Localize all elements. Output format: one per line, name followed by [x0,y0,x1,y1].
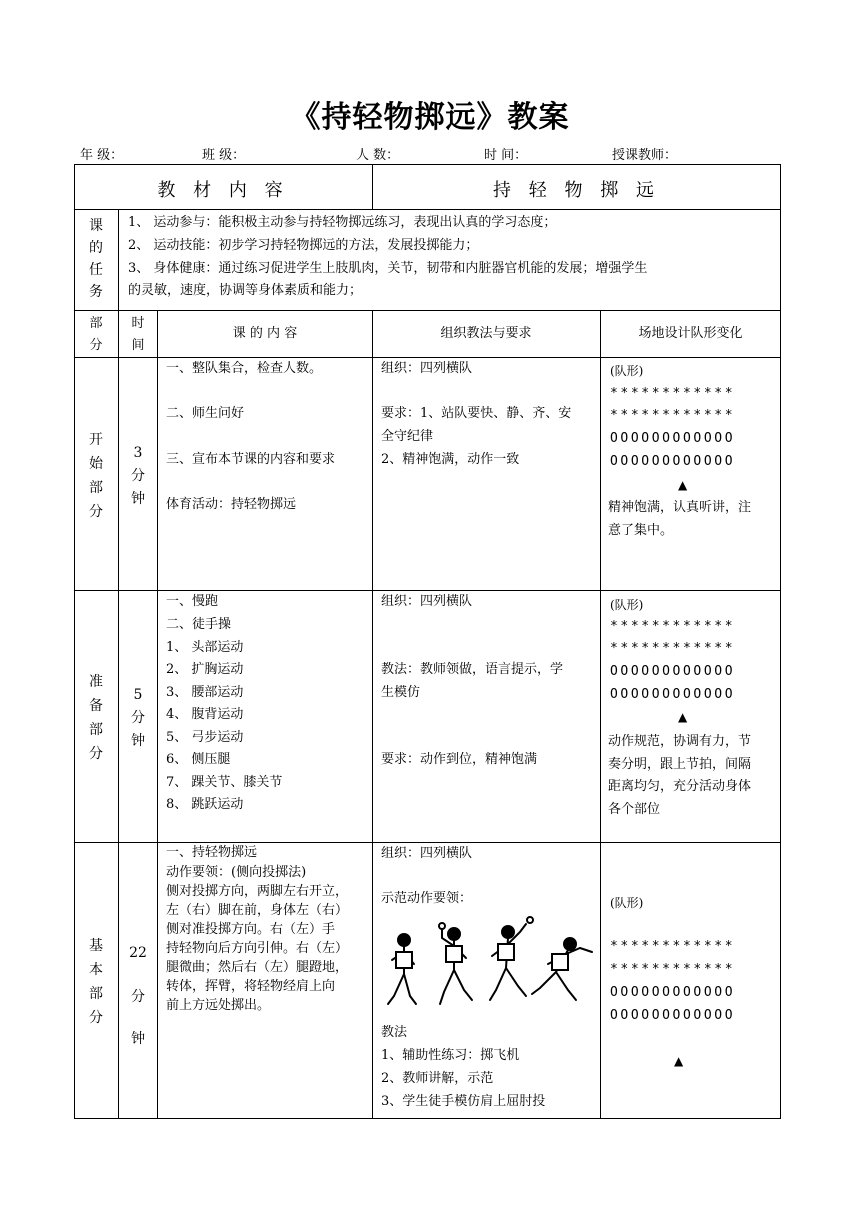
method-line: 组织：四列横队 [381,594,473,609]
formation-circles-row: OOOOOOOOOOOO [610,687,736,702]
content-line: 5、 弓步运动 [166,730,244,745]
formation-stars-row: ************ [610,619,736,634]
section-start-part [82,428,110,524]
content-line: 持轻物向后方向引伸。右（左） [166,941,349,956]
section-start-time-text: 3 分 钟 [131,445,145,507]
material-label: 教 材 内 容 [157,180,289,201]
formation-circles-row: OOOOOOOOOOOO [610,431,736,446]
info-row [80,144,780,164]
content-line: 动作要领：(侧向投掷法) [166,865,307,880]
method-line: 组织：四列横队 [381,846,473,861]
content-line: 一、整队集合，检查人数。 [166,361,323,376]
section-start-time [126,442,150,511]
teacher-marker-icon: ▲ [674,1054,684,1068]
formation-stars-row: ************ [610,641,736,656]
content-line: 三、宣布本节课的内容和要求 [166,452,336,467]
col-part-text: 部 分 [89,316,103,353]
content-line: 侧对投掷方向，两脚左右开立， [166,884,349,899]
teacher-marker-icon: ▲ [678,478,688,492]
content-line: 侧对准投掷方向。右（左）手 [166,922,336,937]
method-line: 2、精神饱满，动作一致 [381,452,520,467]
note-line: 精神饱满，认真听讲，注 [608,500,752,515]
section-prep-time [126,684,150,753]
throwing-demo-illustration [380,912,600,1012]
formation-stars-row: ************ [610,408,736,423]
col-layout: 场地设计队形变化 [638,326,743,341]
method-line: 教法：教师领做，语言提示，学 [381,662,564,677]
method-line: 示范动作要领： [381,891,473,906]
content-line: 左（右）脚在前，身体左（右） [166,903,349,918]
time-label: 时 间： [484,148,528,163]
teacher-label: 授课教师： [612,148,678,163]
content-line: 一、慢跑 [166,594,219,609]
tasks-label [82,215,110,303]
formation-label: (队形) [610,896,644,910]
content-line: 7、 踝关节、膝关节 [166,775,283,790]
formation-circles-row: OOOOOOOOOOOO [610,454,736,469]
content-line: 6、 侧压腿 [166,752,231,767]
content-line: 二、徒手操 [166,617,232,632]
section-basic-time-unit: 分 [131,989,145,1005]
col-time [124,313,152,357]
class-label: 班 级： [202,148,246,163]
content-line: 体育活动：持轻物掷远 [166,497,297,512]
formation-stars-row: ************ [610,939,736,954]
method-line: 组织：四列横队 [381,361,473,376]
section-prep-part [82,670,110,766]
note-line: 意了集中。 [608,523,674,538]
method-line: 2、教师讲解，示范 [381,1071,494,1086]
formation-circles-row: OOOOOOOOOOOO [610,664,736,679]
content-line: 转体，挥臂，将轻物经肩上向 [166,979,336,994]
col-method: 组织教法与要求 [440,326,532,341]
note-line: 距离均匀，充分活动身体 [608,779,752,794]
method-line: 全守纪律 [381,429,434,444]
section-prep-time-text: 5 分 钟 [131,687,145,749]
content-line: 二、师生问好 [166,406,245,421]
formation-circles-row: OOOOOOOOOOOO [610,985,736,1000]
section-basic-part-text: 基 本 部 分 [89,938,103,1026]
content-line: 一、持轻物掷远 [166,845,258,860]
content-line: 腿微曲；然后右（左）腿蹬地， [166,960,349,975]
col-content: 课 的 内 容 [232,326,298,341]
section-basic-time-unit: 钟 [131,1031,145,1047]
content-line: 前上方远处掷出。 [166,998,271,1013]
formation-stars-row: ************ [610,962,736,977]
formation-label: (队形) [610,364,644,378]
content-line: 4、 腹背运动 [166,707,244,722]
method-line: 要求：动作到位，精神饱满 [381,752,538,767]
material-value: 持 轻 物 掷 远 [493,180,660,201]
content-line: 8、 跳跃运动 [166,797,244,812]
col-part [82,313,110,357]
section-start-part-text: 开 始 部 分 [89,432,103,520]
method-line: 教法 [381,1025,408,1040]
section-basic-time-num: 22 [129,945,147,961]
note-line: 奏分明，跟上节拍，间隔 [608,757,752,772]
task-item-4: 的灵敏，速度，协调等身体素质和能力； [128,283,363,298]
method-line: 生模仿 [381,685,421,700]
tasks-label-text: 课 的 任 务 [89,218,103,300]
teacher-marker-icon: ▲ [678,710,688,724]
task-item-2: 2、 运动技能：初步学习持轻物掷远的方法，发展投掷能力； [128,238,479,253]
method-line: 要求：1、站队要快、静、齐、安 [381,406,572,421]
method-line: 3、学生徒手模仿肩上屈肘投 [381,1094,546,1109]
formation-circles-row: OOOOOOOOOOOO [610,1008,736,1023]
formation-stars-row: ************ [610,386,736,401]
section-prep-part-text: 准 备 部 分 [89,674,103,762]
count-label: 人 数： [356,148,400,163]
content-line: 2、 扩胸运动 [166,662,244,677]
task-item-1: 1、 运动参与：能积极主动参与持轻物掷远练习，表现出认真的学习态度； [128,215,557,230]
note-line: 各个部位 [608,802,661,817]
grade-label: 年 级： [80,148,124,163]
page-title: 《持轻物掷远》教案 [290,100,570,135]
content-line: 1、 头部运动 [166,640,244,655]
col-time-text: 时 间 [131,316,145,353]
note-line: 动作规范，协调有力，节 [608,734,752,749]
content-line: 3、 腰部运动 [166,685,244,700]
task-item-3: 3、 身体健康：通过练习促进学生上肢肌肉，关节，韧带和内脏器官机能的发展；增强学生 [128,261,648,276]
formation-label: (队形) [610,598,644,612]
section-basic-part [82,934,110,1030]
method-line: 1、辅助性练习：掷飞机 [381,1048,520,1063]
